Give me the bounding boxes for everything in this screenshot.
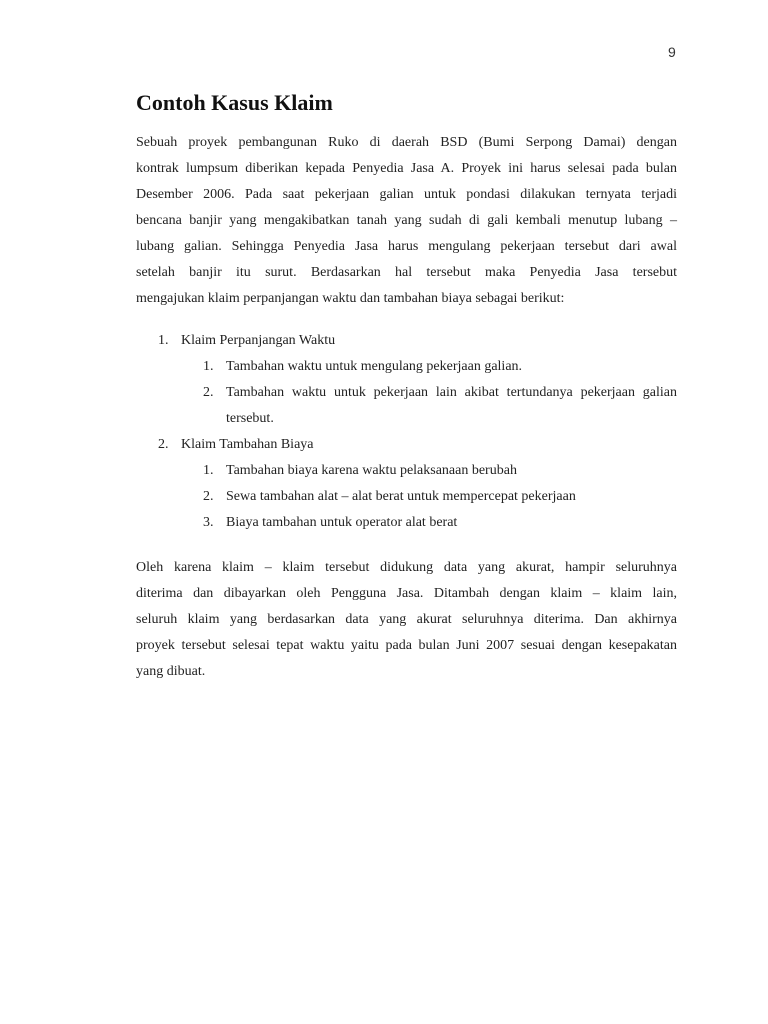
text-line: seluruh klaim yang berdasarkan data yang akurat seluruhnya diterima. Dan akhirnya: [136, 612, 677, 627]
sublist-item: Sewa tambahan alat – alat berat untuk mempercepat pekerjaan: [226, 489, 576, 504]
paragraph-conclusion: [136, 555, 677, 685]
sublist-number: 2.: [203, 489, 214, 504]
text-line: lubang galian. Sehingga Penyedia Jasa harus mengulang pekerjaan tersebut dari awal: [136, 239, 677, 254]
sublist-number: 1.: [203, 463, 214, 478]
section-title: Contoh Kasus Klaim: [136, 90, 333, 115]
sublist-item: Tambahan waktu untuk mengulang pekerjaan galian.: [226, 359, 523, 374]
text-line: bencana banjir yang mengakibatkan tanah yang sudah di gali kembali menutup lubang –: [136, 213, 677, 228]
text-line: mengajukan klaim perpanjangan waktu dan tambahan biaya sebagai berikut:: [136, 291, 565, 306]
list-item: Klaim Tambahan Biaya: [181, 437, 314, 452]
list-number: 2.: [158, 437, 169, 452]
list-item: Klaim Perpanjangan Waktu: [181, 333, 336, 348]
text-line: diterima dan dibayarkan oleh Pengguna Jasa. Ditambah dengan klaim – klaim lain,: [136, 586, 677, 601]
sublist-number: 2.: [203, 385, 214, 400]
page-number: 9: [668, 44, 676, 60]
text-line: yang dibuat.: [136, 664, 206, 679]
text-line: Oleh karena klaim – klaim tersebut didukung data yang akurat, hampir seluruhnya: [136, 560, 677, 575]
sublist-item: Biaya tambahan untuk operator alat berat: [226, 515, 458, 530]
sublist-item: Tambahan biaya karena waktu pelaksanaan berubah: [226, 463, 517, 478]
sublist-item-continued: tersebut.: [226, 411, 274, 426]
paragraph-intro: [136, 130, 677, 312]
sublist-item: Tambahan waktu untuk pekerjaan lain akibat tertundanya pekerjaan galian: [226, 385, 677, 400]
text-line: proyek tersebut selesai tepat waktu yaitu pada bulan Juni 2007 sesuai dengan kesepakatan: [136, 638, 677, 653]
text-line: Sebuah proyek pembangunan Ruko di daerah BSD (Bumi Serpong Damai) dengan: [136, 135, 677, 150]
text-line: Desember 2006. Pada saat pekerjaan galian untuk pondasi dilakukan ternyata terjadi: [136, 187, 677, 202]
text-line: kontrak lumpsum diberikan kepada Penyedia Jasa A. Proyek ini harus selesai pada bulan: [136, 161, 677, 176]
text-line: setelah banjir itu surut. Berdasarkan hal tersebut maka Penyedia Jasa tersebut: [136, 265, 677, 280]
sublist-number: 1.: [203, 359, 214, 374]
sublist-number: 3.: [203, 515, 214, 530]
list-number: 1.: [158, 333, 169, 348]
